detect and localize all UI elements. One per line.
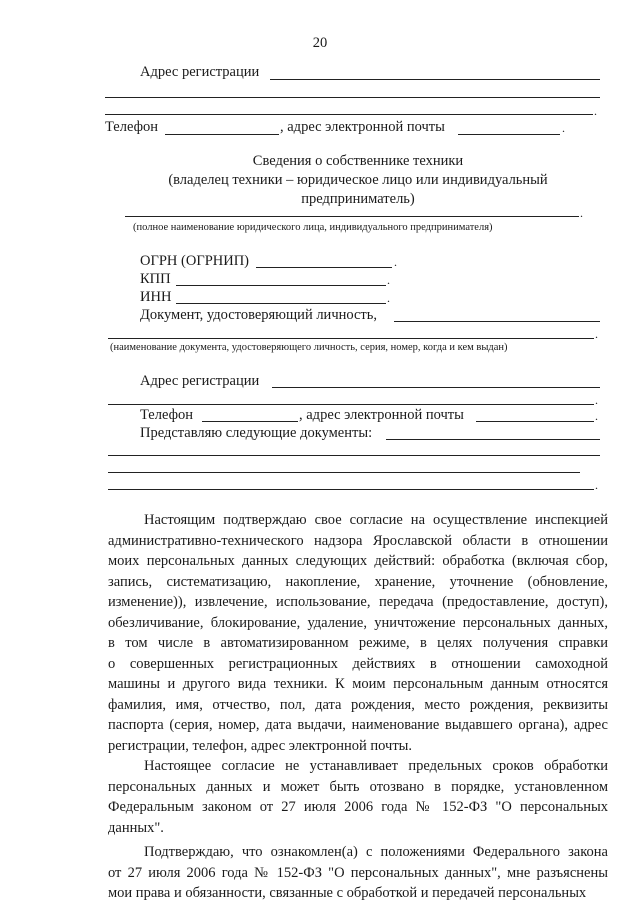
docs-label: Представляю следующие документы: <box>140 425 373 441</box>
owner-email-label: , адрес электронной почты <box>299 407 464 423</box>
consent-p1-line: моих персональных данных следующих действий: обработка (включая сбор, <box>108 553 608 569</box>
consent-paragraph-1 <box>108 510 608 756</box>
consent-p1-line: регистрации, телефон, адрес электронной почты. <box>108 737 413 754</box>
consent-p2-line: персональных данных и может быть отозвано в порядке, установленном <box>108 778 608 795</box>
inn-label: ИНН <box>140 289 172 305</box>
consent-p1-line: изменение)), извлечение, использование, передача (предоставление, доступ), <box>108 594 608 610</box>
inn-field[interactable] <box>176 303 386 304</box>
reg-address-label: Адрес регистрации <box>140 64 260 80</box>
consent-paragraph-3 <box>108 842 608 904</box>
ogrn-field[interactable] <box>256 267 392 268</box>
consent-p1-line: в том числе в автоматизированном режиме, в целях получения справки <box>108 635 608 651</box>
owner-reg-address-label: Адрес регистрации <box>140 373 260 389</box>
consent-p3-line: от 27 июля 2006 года № 152-ФЗ "О персональных данных", мне разъяснены <box>108 864 608 881</box>
phone-field[interactable] <box>165 134 279 135</box>
email-label: , адрес электронной почты <box>280 119 445 135</box>
document-page: 20 Адрес регистрации . Телефон , адрес электронной почты . Сведения о собственнике техники (владелец техники – юридическое лицо или индивидуальный предприниматель) . (полное наименование юридического лица, индивидуального предпринимателя) ОГРН (ОГРНИП) . КПП . ИНН . Документ, удостоверяющий личность, . (наименование документа, удостоверяющего личность, серия, номер, когда и кем выдан) Адрес регистрации . Телефон , адрес электронной почты . Представляю следующие документы: . Настоящим подтверждаю свое согласие на осуществление инспекцией административно-технического надзора Ярославской области в отношении моих персональных данных следующих действий: обработка (включая сбор, запись, систематизацию, накопление, хранение, уточнение (обновление, изменение)), извлечение, использование, передача (предоставление, доступ), обезличивание, блокирование, удаление, уничтожение персональных данных, в том числе в автоматизированном режиме, в целях получения справки о совершенных регистрационных действиях в отношении самоходной машины и другого вида техники. К моим персональным данным относятся фамилия, имя, отчество, пол, дата рождения, место рождения, реквизиты паспорта (серия, номер, дата выдачи, наименование выдавшего органа), адрес регистрации, телефон, адрес электронной почты. Настоящее согласие не устанавливает предельных сроков обработки персональных данных и может быть отозвано в порядке, установленном Федеральным законом от 27 июля 2006 года № 152-ФЗ "О персональных данных". Подтверждаю, что ознакомлен(а) с положениями Федерального закона от 27 июля 2006 года № 152-ФЗ "О персональных данных", мне разъяснены мои права и обязанности, связанные с обработкой и передачей персональных <box>0 0 640 905</box>
consent-p1-line: Настоящим подтверждаю свое согласие на осуществление инспекцией <box>144 512 608 528</box>
id-doc-label: Документ, удостоверяющий личность, <box>140 307 377 323</box>
id-doc-field-line2[interactable] <box>108 338 594 339</box>
consent-p1-line: обезличивание, блокирование, удаление, уничтожение персональных данных, <box>108 614 608 631</box>
consent-paragraph-2 <box>108 756 608 838</box>
owner-fullname-hint: (полное наименование юридического лица, индивидуального предпринимателя) <box>133 222 493 233</box>
reg-address-field-line2[interactable] <box>105 97 600 98</box>
reg-address-field-line3[interactable] <box>105 114 593 115</box>
owner-email-field[interactable] <box>476 421 594 422</box>
owner-fullname-field[interactable] <box>125 216 579 217</box>
consent-p2-line: Настоящее согласие не устанавливает предельных сроков обработки <box>144 758 608 774</box>
owner-reg-address-field-line2[interactable] <box>108 404 594 405</box>
consent-p3-line: Подтверждаю, что ознакомлен(а) с положениями Федерального закона <box>144 844 608 860</box>
docs-field-line3[interactable] <box>108 472 580 473</box>
ogrn-label: ОГРН (ОГРНИП) <box>140 253 250 269</box>
consent-p1-line: фамилия, имя, отчество, пол, дата рождения, место рождения, реквизиты <box>108 696 608 713</box>
reg-address-field[interactable] <box>270 79 600 80</box>
consent-p2-line: Федеральным законом от 27 июля 2006 года № 152-ФЗ "О персональных <box>108 799 608 815</box>
consent-p1-line: административно-технического надзора Ярославской области в отношении <box>108 532 608 549</box>
owner-info-title: Сведения о собственнике техники <box>252 153 464 169</box>
owner-info-subtitle-2: предприниматель) <box>301 191 415 207</box>
phone-label: Телефон <box>105 119 158 135</box>
email-field[interactable] <box>458 134 560 135</box>
page-number: 20 <box>312 35 328 51</box>
id-doc-hint: (наименование документа, удостоверяющего личность, серия, номер, когда и кем выдан) <box>110 342 508 353</box>
consent-p1-line: о совершенных регистрационных действиях в отношении самоходной <box>108 655 608 672</box>
owner-phone-label: Телефон <box>140 407 193 423</box>
owner-phone-field[interactable] <box>202 421 298 422</box>
consent-p1-line: запись, систематизацию, накопление, хранение, уточнение (обновление, <box>108 573 608 590</box>
owner-reg-address-field[interactable] <box>272 387 600 388</box>
owner-info-subtitle-1: (владелец техники – юридическое лицо или индивидуальный <box>168 172 548 188</box>
kpp-label: КПП <box>140 271 171 287</box>
consent-p1-line: паспорта (серия, номер, дата выдачи, наименование выдавшего органа), адрес <box>108 717 608 733</box>
docs-field[interactable] <box>386 439 600 440</box>
docs-field-line2[interactable] <box>108 455 600 456</box>
kpp-field[interactable] <box>176 285 386 286</box>
docs-field-line4[interactable] <box>108 489 594 490</box>
id-doc-field[interactable] <box>394 321 600 322</box>
consent-p2-line: данных". <box>108 819 164 836</box>
consent-p3-line: мои права и обязанности, связанные с обработкой и передачей персональных <box>108 885 587 901</box>
consent-p1-line: машины и другого вида техники. К моим персональным данным относятся <box>108 676 608 692</box>
